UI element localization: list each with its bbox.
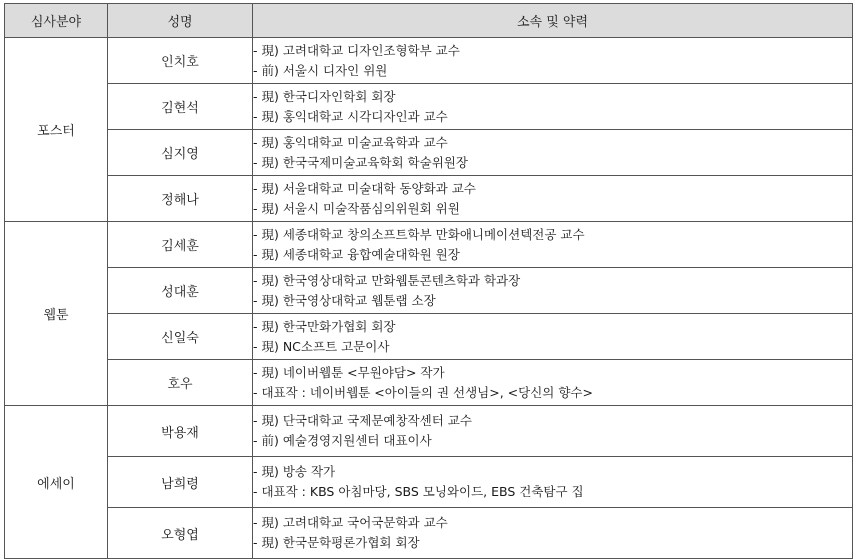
category-cell: 포스터 [5,38,108,222]
affiliation-line: - 現) 네이버웹툰 <무원야담> 작가 [253,364,445,380]
affiliation-line: - 現) 한국영상대학교 웹툰랩 소장 [253,292,436,308]
judges-table [4,3,853,559]
affiliation-line: - 前) 서울시 디자인 위원 [253,62,388,78]
judge-name: 오형엽 [108,508,253,559]
affiliation-line: - 前) 예술경영지원센터 대표이사 [253,433,432,448]
table-row [5,84,853,130]
table-row [5,130,853,176]
affiliation-cell [253,268,853,314]
affiliation-line: - 現) NC소프트 고문이사 [253,338,390,354]
judge-name: 김현석 [108,84,253,130]
judge-name: 신일숙 [108,314,253,360]
affiliation-line: - 現) 한국문학평론가협회 회장 [253,535,420,550]
table-row [5,406,853,457]
table-row [5,457,853,508]
affiliation-cell [253,38,853,84]
affiliation-line: - 現) 한국만화가협회 회장 [253,318,396,334]
table-row [5,314,853,360]
affiliation-line: - 대표작 : 네이버웹툰 <아이들의 권 선생님>, <당신의 향수> [253,384,593,400]
affiliation-line: - 現) 한국디자인학회 회장 [253,88,396,104]
affiliation-line: - 現) 한국영상대학교 만화웹툰콘텐츠학과 학과장 [253,272,521,288]
table-header [5,4,853,38]
affiliation-cell [253,457,853,508]
affiliation-line: - 現) 단국대학교 국제문예창작센터 교수 [253,413,472,428]
judge-name: 김세훈 [108,222,253,268]
affiliation-line: - 現) 고려대학교 국어국문학과 교수 [253,515,448,530]
header-category: 심사분야 [5,4,108,38]
table-row [5,268,853,314]
affiliation-line: - 現) 서울대학교 미술대학 동양화과 교수 [253,180,476,196]
header-affiliation: 소속 및 약력 [253,4,853,38]
table-row [5,176,853,222]
judge-name: 호우 [108,360,253,406]
affiliation-cell [253,508,853,559]
category-cell: 웹툰 [5,222,108,406]
table-row [5,508,853,559]
judge-name: 정해나 [108,176,253,222]
affiliation-line: - 現) 세종대학교 창의소프트학부 만화애니메이션텍전공 교수 [253,226,585,242]
category-cell: 에세이 [5,406,108,559]
affiliation-cell [253,360,853,406]
affiliation-cell [253,406,853,457]
judge-name: 심지영 [108,130,253,176]
table-body [5,38,853,559]
affiliation-cell [253,222,853,268]
affiliation-cell [253,314,853,360]
affiliation-line: - 現) 홍익대학교 시각디자인과 교수 [253,108,448,124]
judge-name: 인치호 [108,38,253,84]
table-row [5,222,853,268]
judge-name: 박용재 [108,406,253,457]
table-row [5,38,853,84]
affiliation-line: - 現) 방송 작가 [253,464,336,479]
affiliation-line: - 現) 세종대학교 융합예술대학원 원장 [253,246,460,262]
affiliation-line: - 現) 한국국제미술교육학회 학술위원장 [253,154,468,170]
affiliation-line: - 現) 고려대학교 디자인조형학부 교수 [253,42,460,58]
affiliation-cell [253,130,853,176]
table-row [5,360,853,406]
judge-name: 성대훈 [108,268,253,314]
affiliation-line: - 現) 홍익대학교 미술교육학과 교수 [253,134,448,150]
affiliation-cell [253,176,853,222]
header-name: 성명 [108,4,253,38]
judge-name: 남희령 [108,457,253,508]
affiliation-line: - 現) 서울시 미술작품심의위원회 위원 [253,200,460,216]
affiliation-cell [253,84,853,130]
affiliation-line: - 대표작 : KBS 아침마당, SBS 모닝와이드, EBS 건축탐구 집 [253,484,584,499]
